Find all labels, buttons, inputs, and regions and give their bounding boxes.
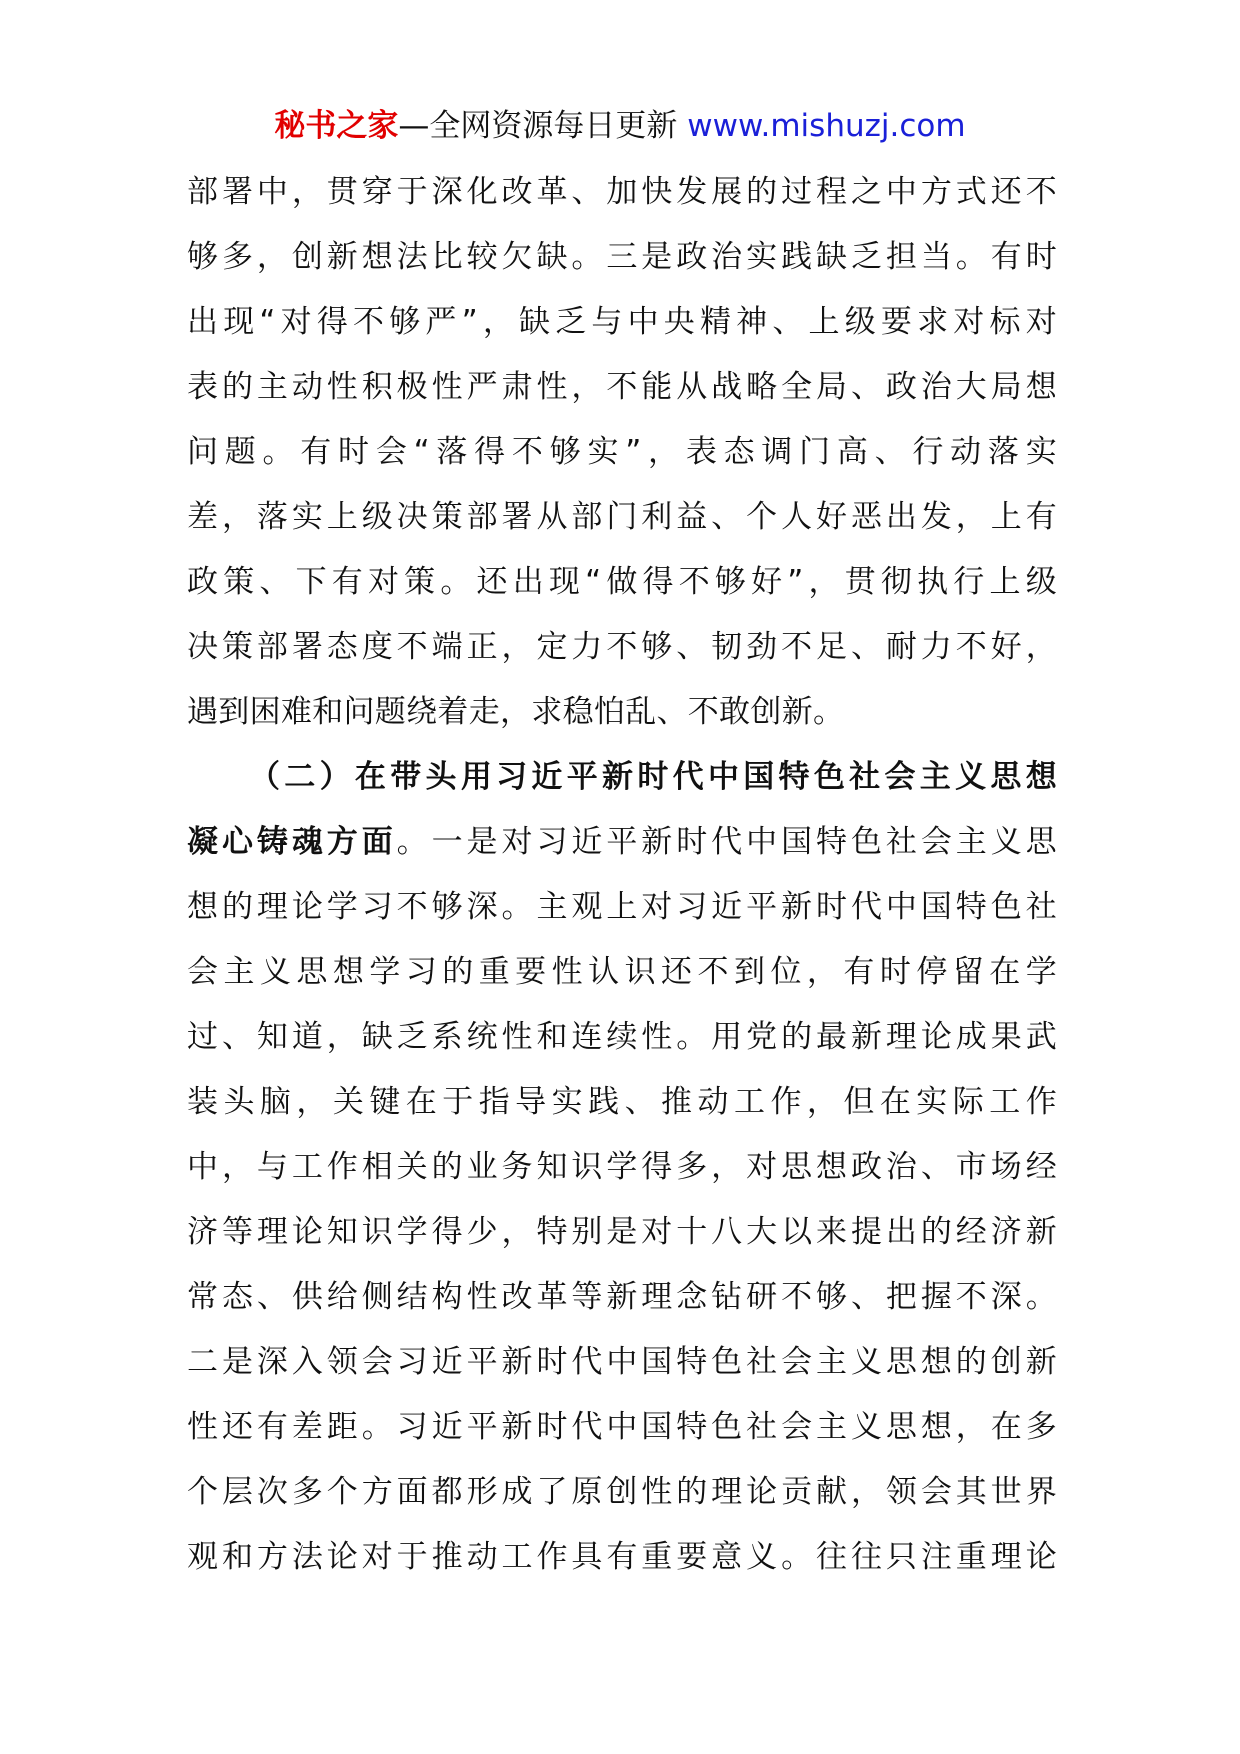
section-heading-continued: 凝心铸魂方面 bbox=[187, 824, 397, 860]
text-line: 会主义思想学习的重要性认识还不到位，有时停留在学 bbox=[187, 954, 1057, 990]
header-brand: 秘书之家 bbox=[274, 108, 399, 144]
text-line: 过、知道，缺乏系统性和连续性。用党的最新理论成果武 bbox=[187, 1019, 1057, 1055]
text-line: 政策、下有对策。还出现“做得不够好”，贯彻执行上级 bbox=[187, 564, 1057, 600]
section-heading: （二）在带头用习近平新时代中国特色社会主义思想 bbox=[249, 759, 1057, 795]
text-line: 遇到困难和问题绕着走，求稳怕乱、不敢创新。 bbox=[187, 694, 845, 730]
text-line: 济等理论知识学得少，特别是对十八大以来提出的经济新 bbox=[187, 1214, 1057, 1250]
text-line: 问题。有时会“落得不够实”，表态调门高、行动落实 bbox=[187, 434, 1057, 470]
header-url-link[interactable]: www.mishuzj.com bbox=[687, 108, 966, 144]
text-line: 二是深入领会习近平新时代中国特色社会主义思想的创新 bbox=[187, 1344, 1057, 1380]
text-line: 差，落实上级决策部署从部门利益、个人好恶出发，上有 bbox=[187, 499, 1057, 535]
text-line: 个层次多个方面都形成了原创性的理论贡献，领会其世界 bbox=[187, 1474, 1057, 1510]
text-line: 表的主动性积极性严肃性，不能从战略全局、政治大局想 bbox=[187, 369, 1057, 405]
section-heading-line bbox=[187, 810, 1057, 875]
text-line: 常态、供给侧结构性改革等新理念钻研不够、把握不深。 bbox=[187, 1279, 1057, 1315]
section-text: 。一是对习近平新时代中国特色社会主义思 bbox=[396, 824, 1057, 860]
text-line: 性还有差距。习近平新时代中国特色社会主义思想，在多 bbox=[187, 1409, 1057, 1445]
header-tagline: —全网资源每日更新 bbox=[398, 108, 688, 144]
text-line: 想的理论学习不够深。主观上对习近平新时代中国特色社 bbox=[187, 889, 1057, 925]
text-line: 装头脑，关键在于指导实践、推动工作，但在实际工作 bbox=[187, 1084, 1057, 1120]
text-line: 够多，创新想法比较欠缺。三是政治实践缺乏担当。有时 bbox=[187, 239, 1057, 275]
text-line: 决策部署态度不端正，定力不够、韧劲不足、耐力不好， bbox=[187, 629, 1057, 665]
text-line: 出现“对得不够严”，缺乏与中央精神、上级要求对标对 bbox=[187, 304, 1057, 340]
text-line: 中，与工作相关的业务知识学得多，对思想政治、市场经 bbox=[187, 1149, 1057, 1185]
page-header bbox=[0, 96, 1240, 156]
body-text bbox=[187, 160, 1057, 1590]
text-line: 观和方法论对于推动工作具有重要意义。往往只注重理论 bbox=[187, 1539, 1057, 1575]
text-line: 部署中，贯穿于深化改革、加快发展的过程之中方式还不 bbox=[187, 174, 1057, 210]
